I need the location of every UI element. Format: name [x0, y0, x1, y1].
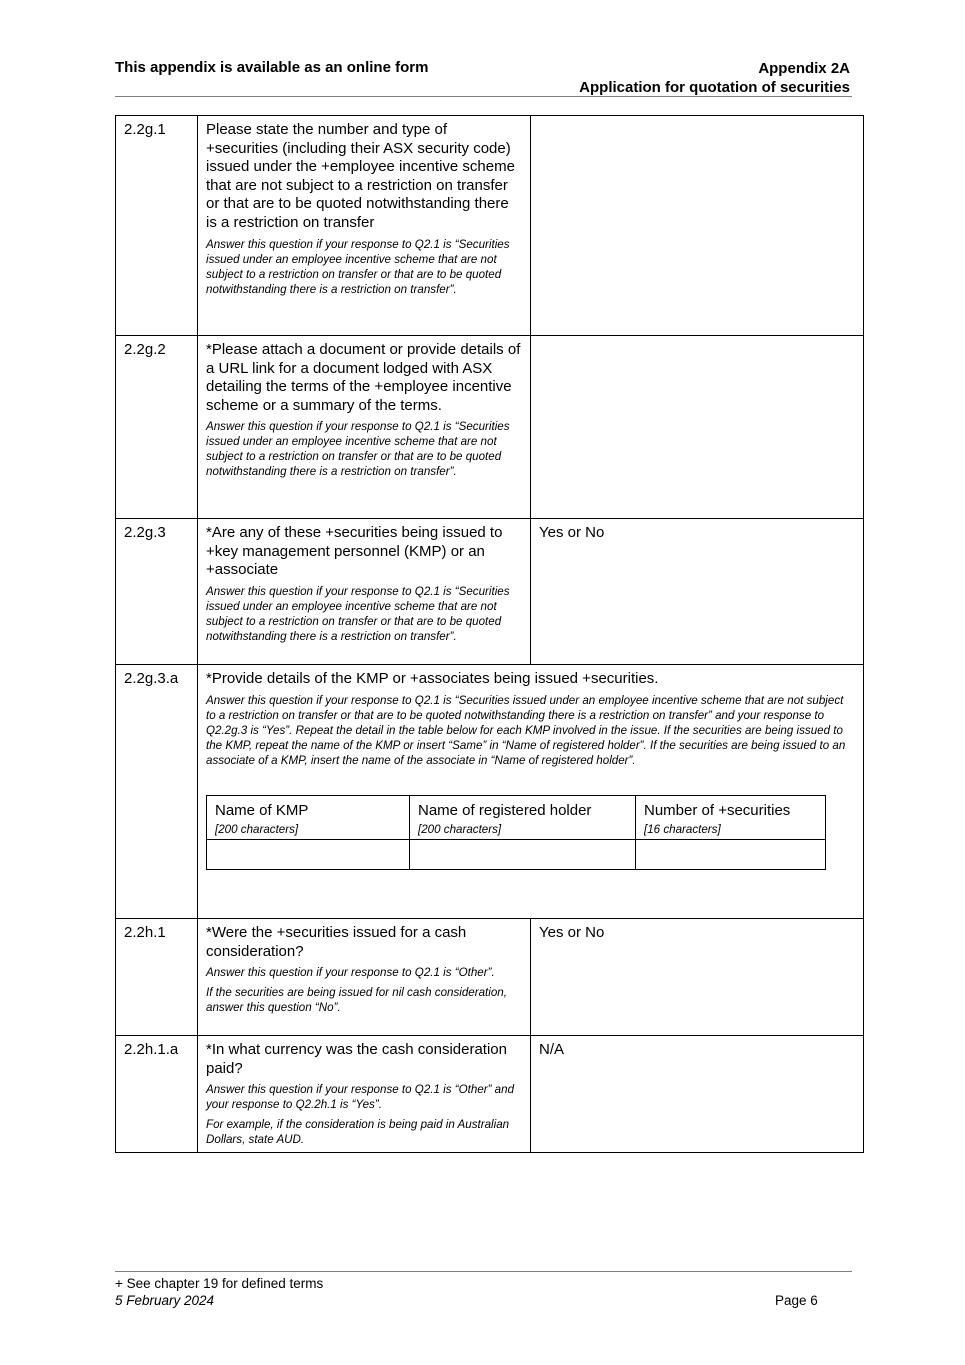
page-header: [115, 58, 852, 97]
column-header: Name of KMP: [215, 801, 309, 819]
question-cell: [198, 665, 864, 919]
defined-terms-note: + See chapter 19 for defined terms: [115, 1276, 324, 1291]
question-text: *In what currency was the cash consideration paid?: [206, 1041, 507, 1077]
answer-field[interactable]: [531, 116, 864, 336]
column-constraint: [16 characters]: [644, 822, 721, 836]
appendix-label: Appendix 2A: [758, 60, 850, 77]
question-note-secondary: If the securities are being issued for nil cash consideration, answer this question “No”.: [206, 986, 507, 1015]
answer-field[interactable]: [531, 336, 864, 519]
table-row: [116, 336, 864, 519]
question-table: [115, 115, 864, 1153]
answer-field[interactable]: N/A: [531, 1036, 864, 1153]
question-note: Answer this question if your response to Q2.1 is “Other” and your response to Q2.2h.1 is “Yes”.: [206, 1083, 515, 1112]
question-text: *Please attach a document or provide details of a URL link for a document lodged with ASX detailing the terms of the +employee incentive scheme or a summary of the terms.: [206, 341, 521, 414]
column-header: Name of registered holder: [418, 801, 592, 819]
table-row: [116, 919, 864, 1036]
question-note: Answer this question if your response to Q2.1 is “Securities issued under an employee incentive scheme that are not subject to a restriction on transfer or that are to be quoted notwithstanding there is a restriction on transfer”.: [206, 237, 510, 296]
table-row: [116, 519, 864, 665]
question-cell: [198, 919, 531, 1036]
question-cell: [198, 336, 531, 519]
question-number: 2.2h.1: [116, 919, 198, 1036]
question-note: Answer this question if your response to Q2.1 is “Securities issued under an employee incentive scheme that are not subject to a restriction on transfer or that are to be quoted notwithstanding there is a restriction on transfer”.: [206, 584, 510, 643]
kmp-name-input[interactable]: [207, 839, 410, 869]
question-number: 2.2g.3.a: [116, 665, 198, 919]
question-text: *Were the +securities issued for a cash consideration?: [206, 924, 467, 960]
question-text: Please state the number and type of +securities (including their ASX security code) issued under the +employee incentive scheme that are not subject to a restriction on transfer or that are to be quoted notwithstanding there is a restriction on transfer: [206, 121, 515, 231]
question-cell: [198, 519, 531, 665]
question-note: Answer this question if your response to Q2.1 is “Securities issued under an employee incentive scheme that are not subject to a restriction on transfer or that are to be quoted notwithstanding there is a restriction on transfer” and your response to Q2.2g.3 is “Yes”. Repeat the detail in the table below for each KMP involved in the issue. If the securities are being issued to the KMP, repeat the name of the KMP or insert “Same” in “Name of registered holder”. If the securities are being issued to an associate of a KMP, insert the name of the associate in “Name of registered holder”.: [206, 693, 846, 767]
question-note: Answer this question if your response to Q2.1 is “Securities issued under an employee incentive scheme that are not subject to a restriction on transfer or that are to be quoted notwithstanding there is a restriction on transfer”.: [206, 420, 510, 479]
column-constraint: [200 characters]: [215, 822, 299, 836]
question-text: *Provide details of the KMP or +associates being issued +securities.: [206, 670, 659, 687]
registered-holder-input[interactable]: [410, 839, 636, 869]
question-number: 2.2h.1.a: [116, 1036, 198, 1153]
table-row: [116, 665, 864, 919]
document-date: 5 February 2024: [115, 1293, 215, 1308]
question-note-secondary: For example, if the consideration is being paid in Australian Dollars, state AUD.: [206, 1118, 510, 1147]
registered-holder-header: [410, 795, 636, 839]
kmp-name-header: [207, 795, 410, 839]
question-number: 2.2g.3: [116, 519, 198, 665]
column-header: Number of +securities: [644, 801, 791, 819]
page-footer: [115, 1271, 852, 1308]
answer-field[interactable]: Yes or No: [531, 919, 864, 1036]
column-constraint: [200 characters]: [418, 822, 502, 836]
question-cell: [198, 1036, 531, 1153]
kmp-details-table: [206, 795, 826, 870]
question-cell: [198, 116, 531, 336]
question-number: 2.2g.2: [116, 336, 198, 519]
kmp-header-row: [207, 795, 826, 839]
securities-count-input[interactable]: [636, 839, 826, 869]
securities-count-header: [636, 795, 826, 839]
online-form-notice: This appendix is available as an online form: [115, 59, 429, 76]
kmp-entry-row: [207, 839, 826, 869]
question-note: Answer this question if your response to Q2.1 is “Other”.: [206, 966, 495, 980]
table-row: [116, 1036, 864, 1153]
document-title: [579, 59, 850, 97]
question-number: 2.2g.1: [116, 116, 198, 336]
table-row: [116, 116, 864, 336]
appendix-subtitle: Application for quotation of securities: [579, 79, 850, 96]
question-text: *Are any of these +securities being issued to +key management personnel (KMP) or an +associate: [206, 524, 503, 579]
answer-field[interactable]: Yes or No: [531, 519, 864, 665]
page-number: Page 6: [775, 1293, 818, 1308]
